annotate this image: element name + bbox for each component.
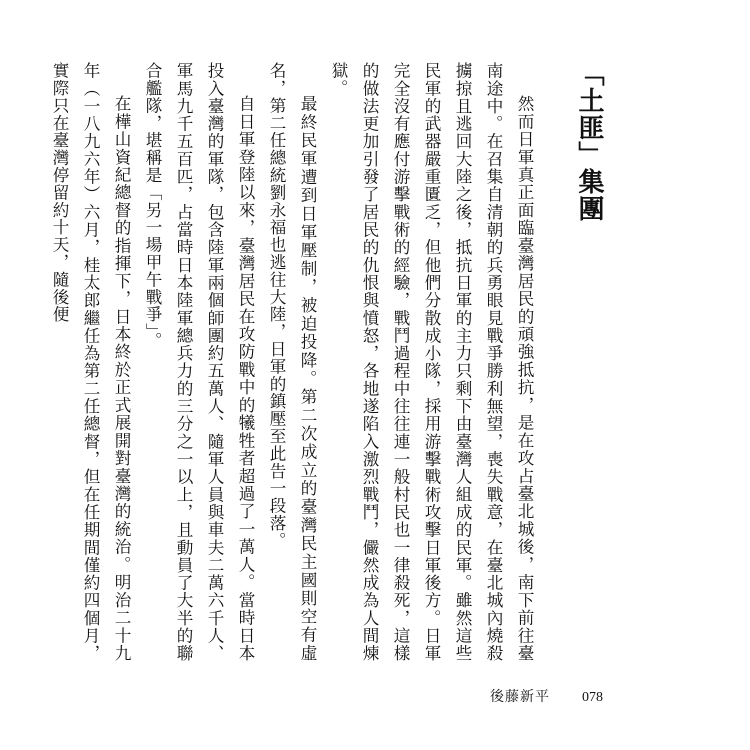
body-text — [44, 62, 540, 662]
page-number: 078 — [582, 690, 603, 705]
running-footer-author: 後藤新平 — [490, 689, 550, 705]
section-heading: 「土匪」集團 — [574, 60, 604, 222]
paragraph: 然而日軍真正面臨臺灣居民的頑強抵抗，是在攻占臺北城後，南下前往臺南途中。在召集自清朝的兵勇眼見戰爭勝利無望，喪失戰意，在臺北城內燒殺擄掠且逃回大陸之後，抵抗日軍的主力只剩下由臺灣人組成的民軍。雖然這些民軍的武器嚴重匱乏，但他們分散成小隊，採用游擊戰術攻擊日軍後方。日軍完全沒有應付游擊戰術的經驗，戰鬥過程中往往連一般村民也一律殺死，這樣的做法更加引發了居民的仇恨與憤怒，各地遂陷入激烈戰鬥，儼然成為人間煉獄。 — [329, 62, 534, 662]
page-footer — [490, 686, 603, 706]
paragraph: 自日軍登陸以來，臺灣居民在攻防戰中的犧牲者超過了一萬人。當時日本投入臺灣的軍隊，包含陸軍兩個師團約五萬人、隨軍人員與車夫二萬六千人、軍馬九千五百匹，占當時日本陸軍總兵力的三分之一以上，且動員了大半的聯合艦隊，堪稱是「另一場甲午戰爭」。 — [143, 62, 255, 662]
paragraph: 最終民軍遭到日軍壓制，被迫投降。第二次成立的臺灣民主國則空有虛名，第二任總統劉永福也逃往大陸，日軍的鎮壓至此告一段落。 — [267, 62, 317, 662]
paragraph: 在樺山資紀總督的指揮下，日本終於正式展開對臺灣的統治。明治二十九年（一八九六年）六月，桂太郎繼任為第二任總督，但在任期間僅約四個月，實際只在臺灣停留約十天，隨後便 — [50, 62, 131, 662]
